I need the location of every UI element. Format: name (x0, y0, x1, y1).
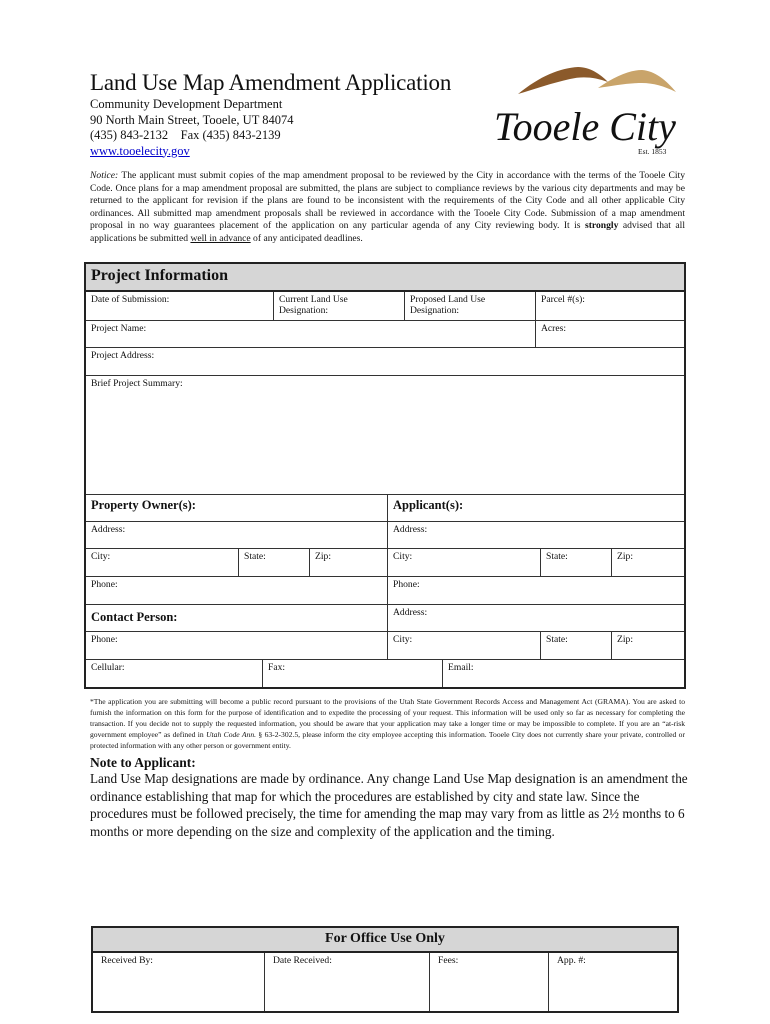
contact-state-field[interactable]: State: (540, 632, 611, 659)
owner-city-field[interactable]: City: (91, 551, 111, 562)
contact-zip-field[interactable]: Zip: (611, 632, 684, 659)
contact-email-field[interactable]: Email: (442, 660, 684, 687)
applicant-heading: Applicant(s): (387, 495, 684, 521)
owner-phone-field[interactable]: Phone: (91, 579, 118, 590)
grama-disclaimer: *The application you are submitting will become a public record pursuant to the provisions of the Utah State Government Records Access and Management Act (GRAMA). You are asked to furnish the information on this form for the purpose of identification and to expedite the processing of your request. This information will be used only so far as necessary for completing the transaction. If you decide not to supply the requested information, you should be aware that your application may take a longer time or may be impossible to complete. If you are an “at-risk government employee” as defined in Utah Code Ann. § 63-2-302.5, please inform the city employee accepting this information. Tooele City does not currently share your private, controlled or protected information with any other person or government entity. (90, 697, 686, 750)
contact-phone-field[interactable]: Phone: (91, 634, 118, 645)
contact-cellular-field[interactable]: Cellular: (91, 662, 125, 673)
applicant-zip-field[interactable]: Zip: (611, 549, 684, 576)
department-name: Community Development Department (90, 97, 283, 111)
contact-address-field[interactable]: Address: (387, 605, 684, 631)
owner-state-field[interactable]: State: (238, 549, 309, 576)
received-by-field[interactable]: Received By: (101, 955, 153, 966)
brief-summary-field[interactable]: Brief Project Summary: (91, 378, 183, 389)
current-land-use-field[interactable]: Current Land Use Designation: (273, 292, 404, 320)
app-number-field[interactable]: App. #: (548, 953, 677, 1011)
page-title: Land Use Map Amendment Application (90, 70, 452, 95)
contact-fax-field[interactable]: Fax: (262, 660, 442, 687)
contact-city-field[interactable]: City: (387, 632, 540, 659)
project-address-field[interactable]: Project Address: (91, 350, 155, 361)
mountain-right-icon (598, 70, 676, 92)
applicant-state-field[interactable]: State: (540, 549, 611, 576)
owner-zip-field[interactable]: Zip: (309, 549, 387, 576)
website-link[interactable]: www.tooelecity.gov (90, 143, 190, 158)
parcel-field[interactable]: Parcel #(s): (535, 292, 684, 320)
applicant-phone-field[interactable]: Phone: (387, 577, 684, 604)
contact-person-heading: Contact Person: (91, 610, 178, 624)
date-received-field[interactable]: Date Received: (264, 953, 429, 1011)
fees-field[interactable]: Fees: (429, 953, 548, 1011)
logo-text: Tooele City (494, 104, 676, 149)
department-info (90, 97, 294, 159)
owner-address-field[interactable]: Address: (91, 524, 126, 535)
office-use-box (91, 926, 679, 1013)
department-phone: (435) 843-2132 Fax (435) 843-2139 (90, 128, 281, 142)
office-use-heading: For Office Use Only (93, 928, 677, 953)
note-title: Note to Applicant: (90, 755, 196, 770)
property-owner-heading: Property Owner(s): (91, 498, 196, 512)
project-name-field[interactable]: Project Name: (91, 323, 147, 334)
logo-est: Est. 1853 (638, 147, 667, 156)
proposed-land-use-field[interactable]: Proposed Land Use Designation: (404, 292, 535, 320)
application-form (84, 262, 686, 689)
note-body: Land Use Map designations are made by ordinance. Any change Land Use Map designation is an amendment the ordinance establishing that map for which the procedures are established by city and state law. Since the procedures must be followed precisely, the time for amending the map may vary from as little as 2½ months to 6 months or more depending on the size and complexity of the application and the timing. (90, 771, 688, 839)
applicant-address-field[interactable]: Address: (387, 522, 684, 548)
tooele-city-logo (490, 62, 685, 157)
project-information-heading: Project Information (86, 264, 684, 292)
notice-label: Notice: (90, 170, 119, 181)
mountain-left-icon (518, 67, 608, 94)
notice-paragraph: Notice: The applicant must submit copies of the map amendment proposal to be reviewed by the City in accordance with the terms of the Tooele City Code. Once plans for a map amendment proposal are submitted, the plans are subject to compliance reviews by the various city departments and may be returned to the applicant for revision if the plans are found to be inconsistent with the requirements of the City Code and all other applicable City ordinances. All submitted map amendment proposals shall be reviewed in accordance with the Tooele City Code. Submission of a map amendment proposal in no way guarantees placement of the application on any particular agenda of any City reviewing body. It is strongly advised that all applications be submitted well in advance of any anticipated deadlines. (90, 170, 685, 244)
department-address: 90 North Main Street, Tooele, UT 84074 (90, 112, 294, 127)
date-of-submission-field[interactable]: Date of Submission: (91, 294, 170, 305)
applicant-city-field[interactable]: City: (387, 549, 540, 576)
acres-field[interactable]: Acres: (535, 321, 684, 347)
